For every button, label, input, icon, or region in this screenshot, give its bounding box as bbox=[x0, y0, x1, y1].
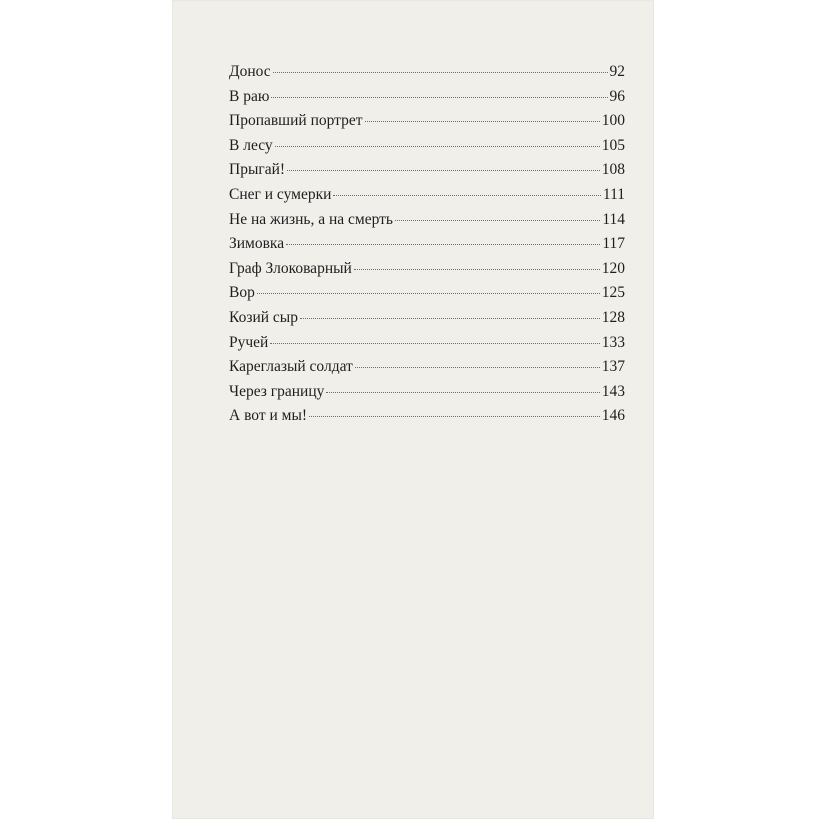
toc-entry-page-number: 137 bbox=[601, 358, 625, 376]
toc-entry bbox=[229, 331, 625, 356]
toc-entry-page-number: 133 bbox=[601, 333, 625, 351]
toc-entry bbox=[229, 380, 625, 405]
toc-entry-page-number: 92 bbox=[609, 63, 625, 80]
toc-entry bbox=[229, 232, 625, 257]
toc-entry bbox=[229, 306, 625, 331]
dot-leader bbox=[270, 343, 599, 344]
toc-entry bbox=[229, 183, 625, 208]
dot-leader bbox=[333, 195, 600, 196]
toc-entry-page-number: 100 bbox=[601, 112, 625, 130]
toc-entry-title: Кареглазый солдат bbox=[229, 358, 353, 376]
toc-entry-title: В раю bbox=[229, 87, 270, 105]
dot-leader bbox=[300, 318, 600, 319]
toc-entry-page-number: 111 bbox=[602, 185, 625, 203]
toc-entry bbox=[229, 134, 625, 159]
toc-entry-page-number: 96 bbox=[609, 87, 625, 105]
toc-entry-page-number: 128 bbox=[601, 308, 625, 326]
toc-entry-title: Донос bbox=[229, 63, 271, 80]
toc-entry bbox=[229, 257, 625, 282]
dot-leader bbox=[365, 121, 600, 122]
toc-entry bbox=[229, 85, 625, 110]
dot-leader bbox=[257, 293, 600, 294]
toc-entry-title: Ручей bbox=[229, 333, 269, 351]
dot-leader bbox=[273, 72, 608, 73]
toc-entry bbox=[229, 404, 625, 429]
dot-leader bbox=[309, 416, 600, 417]
dot-leader bbox=[275, 146, 600, 147]
dot-leader bbox=[326, 392, 599, 393]
toc-entry-page-number: 120 bbox=[601, 259, 625, 277]
dot-leader bbox=[271, 97, 607, 98]
toc-entry bbox=[229, 158, 625, 183]
toc-entry bbox=[229, 281, 625, 306]
toc-entry-page-number: 146 bbox=[601, 407, 625, 425]
toc-entry-page-number: 117 bbox=[602, 235, 625, 253]
toc-entry-title: Граф Злоковарный bbox=[229, 259, 352, 277]
toc-entry-page-number: 125 bbox=[601, 284, 625, 302]
dot-leader bbox=[354, 269, 600, 270]
toc-entry bbox=[229, 208, 625, 233]
toc-entry-page-number: 108 bbox=[601, 161, 625, 179]
toc-entry-page-number: 114 bbox=[602, 210, 625, 228]
toc-entry-title: В лесу bbox=[229, 136, 273, 154]
table-of-contents bbox=[229, 60, 625, 429]
toc-entry-title: Не на жизнь, а на смерть bbox=[229, 210, 393, 228]
toc-entry bbox=[229, 355, 625, 380]
toc-entry bbox=[229, 60, 625, 85]
toc-entry-page-number: 143 bbox=[601, 382, 625, 400]
book-page bbox=[172, 0, 654, 819]
toc-entry-page-number: 105 bbox=[601, 136, 625, 154]
toc-entry-title: Вор bbox=[229, 284, 255, 302]
dot-leader bbox=[286, 244, 600, 245]
dot-leader bbox=[395, 220, 600, 221]
toc-entry-title: Пропавший портрет bbox=[229, 112, 363, 130]
toc-entry-title: Зимовка bbox=[229, 235, 285, 253]
toc-entry-title: Козий сыр bbox=[229, 308, 298, 326]
toc-entry bbox=[229, 109, 625, 134]
toc-entry-title: Через границу bbox=[229, 382, 325, 400]
toc-entry-title: Прыгай! bbox=[229, 161, 286, 179]
toc-entry-title: А вот и мы! bbox=[229, 407, 308, 425]
dot-leader bbox=[355, 367, 600, 368]
toc-entry-title: Снег и сумерки bbox=[229, 185, 332, 203]
dot-leader bbox=[287, 170, 600, 171]
